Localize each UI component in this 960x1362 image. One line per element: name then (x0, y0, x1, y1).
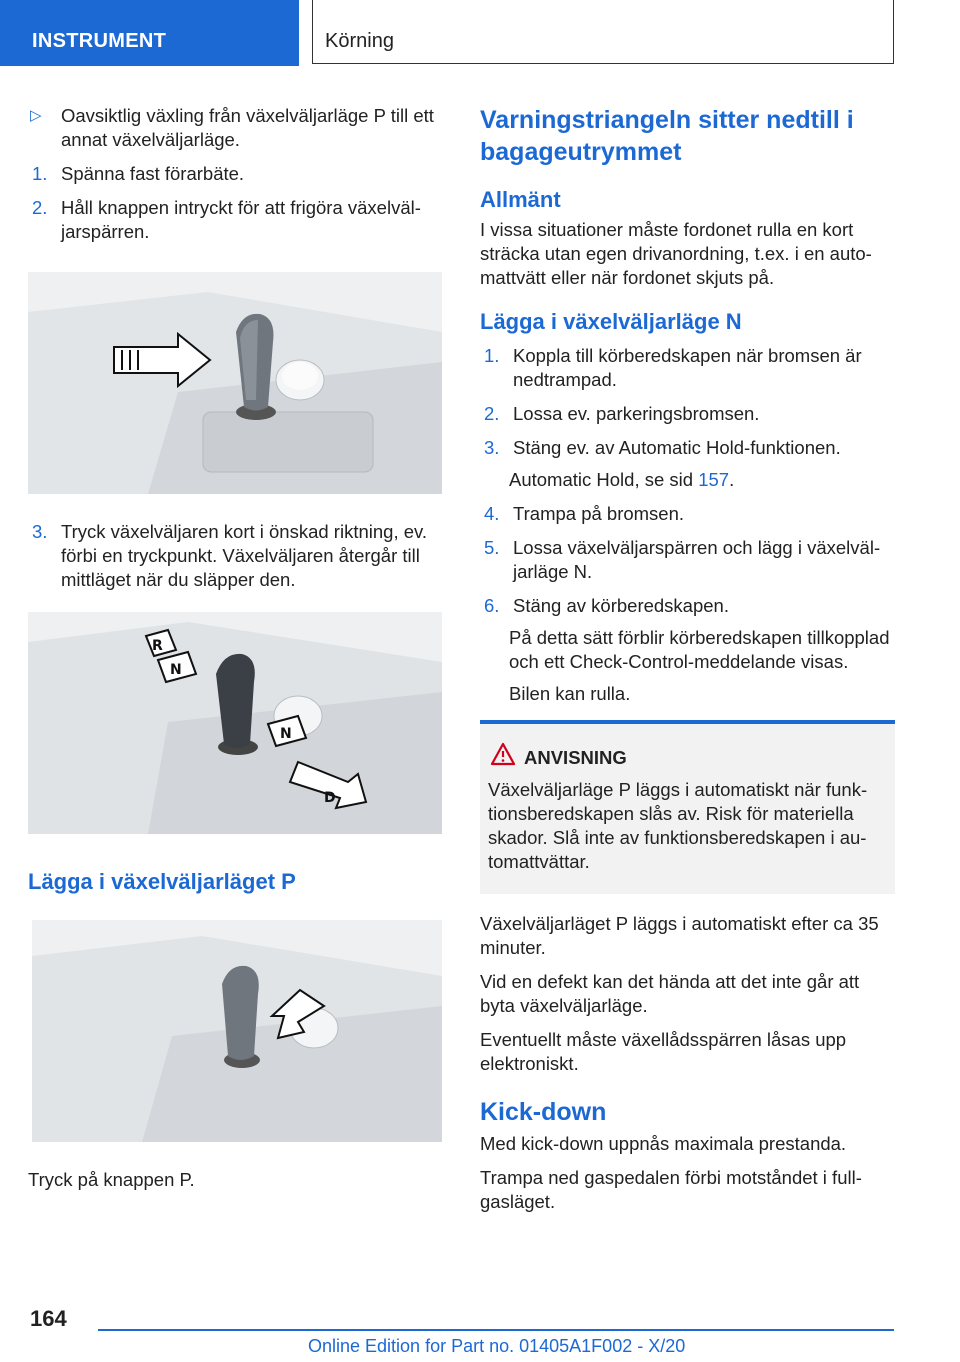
caption-p: Tryck på knappen P. (28, 1169, 195, 1190)
general-text: I vissa situationer måste fordonet rulla en kort sträcka utan egen drivanordning, t.ex. i en automattvätt eller när fordonet skjuts på. (480, 219, 872, 288)
left-column (28, 104, 442, 1202)
step-number: 1. (32, 163, 48, 184)
list-item (480, 436, 895, 460)
page-number: 164 (30, 1306, 67, 1331)
subtext-suffix: . (729, 469, 735, 490)
paragraph: Med kick-down uppnås maximala prestanda. (480, 1133, 847, 1154)
step-text: Koppla till körberedskapen när bromsen är nedtrampad. (513, 345, 862, 390)
step-number: 3. (484, 437, 500, 458)
list-item (28, 196, 442, 244)
step-text: Trampa på bromsen. (513, 503, 685, 524)
chapter-tab (312, 0, 894, 64)
step-text: Lossa ev. parkeringsbromsen. (513, 403, 760, 424)
gear-label-d: D (324, 790, 336, 806)
list-item (28, 162, 442, 186)
step-number: 5. (484, 537, 500, 558)
notice-title: ANVISNING (524, 747, 627, 768)
heading-general: Allmänt (480, 187, 561, 212)
right-column (480, 104, 895, 1224)
footer-divider (98, 1329, 894, 1331)
list-item (480, 536, 895, 584)
step-subtext: På detta sätt förblir körberedskapen tillkopplad och ett Check-Control-meddelande visas. (509, 627, 890, 672)
step-number: 1. (484, 345, 500, 366)
bullet-item (28, 104, 442, 152)
notice-box (480, 720, 895, 894)
step-text: Tryck växelväljaren kort i önskad riktning, ev. förbi en tryckpunkt. Växelväljaren återgår till mittläget när du släpper den. (61, 521, 428, 590)
step-text: Håll knappen intryckt för att frigöra växelväljarspärren. (61, 197, 421, 242)
gear-label-r: R (152, 638, 163, 654)
heading-park: Lägga i växelväljarläget P (28, 869, 296, 894)
paragraph: Vid en defekt kan det hända att det inte går att byta växelväljarläge. (480, 971, 860, 1016)
paragraph: Trampa ned gaspedalen förbi motståndet i fullgasläget. (480, 1167, 862, 1212)
step-subtext: Bilen kan rulla. (509, 683, 631, 704)
step-number: 4. (484, 503, 500, 524)
step-number: 3. (32, 521, 48, 542)
step-number: 6. (484, 595, 500, 616)
list-item (480, 502, 895, 526)
list-item (480, 344, 895, 392)
step-text: Stäng ev. av Automatic Hold-funktionen. (513, 437, 841, 458)
step-text: Spänna fast förarbäte. (61, 163, 245, 184)
subtext-prefix: Automatic Hold, se sid (509, 469, 699, 490)
triangle-right-icon: ▷ (30, 107, 42, 124)
step-text: Stäng av körberedskapen. (513, 595, 729, 616)
notice-text: Växelväljarläge P läggs i automatiskt när funktionsberedskapen slås av. Risk för materiella skador. Slå inte av funktionsberedskapen i automattvättar. (488, 779, 868, 872)
warning-triangle-icon (490, 742, 516, 766)
paragraph: Växelväljarläget P läggs i automatiskt efter ca 35 minuter. (480, 913, 879, 958)
bullet-text: Oavsiktlig växling från växelväljarläge P till ett annat växelväljarläge. (61, 105, 434, 150)
list-item (28, 520, 442, 592)
heading-warning-triangle: Varningstriangeln sitter nedtill i bagageutrymmet (480, 106, 854, 166)
heading-neutral: Lägga i växelväljarläge N (480, 309, 742, 334)
chapter-title: Körning (325, 30, 394, 52)
gear-selector-photo-directions (28, 612, 442, 834)
step-subtext (480, 468, 895, 492)
section-title: INSTRUMENT (32, 30, 167, 52)
step-number: 2. (484, 403, 500, 424)
page-link[interactable]: 157 (698, 469, 730, 490)
gear-label-n-down: N (280, 726, 292, 742)
footer-edition: Online Edition for Part no. 01405A1F002 - X/20 (308, 1336, 686, 1356)
step-number: 2. (32, 197, 48, 218)
notice-title-row (488, 746, 883, 770)
gear-selector-photo-p-button (32, 920, 442, 1142)
paragraph: Eventuellt måste växellådsspärren låsas upp elektroniskt. (480, 1029, 847, 1074)
heading-kick-down: Kick-down (480, 1098, 607, 1126)
gear-selector-photo-release (28, 272, 442, 494)
step-text: Lossa växelväljarspärren och lägg i växelväljarläge N. (513, 537, 881, 582)
list-item (480, 402, 895, 426)
gear-label-n-up: N (170, 662, 182, 678)
section-tab (0, 0, 299, 66)
list-item (480, 594, 895, 618)
